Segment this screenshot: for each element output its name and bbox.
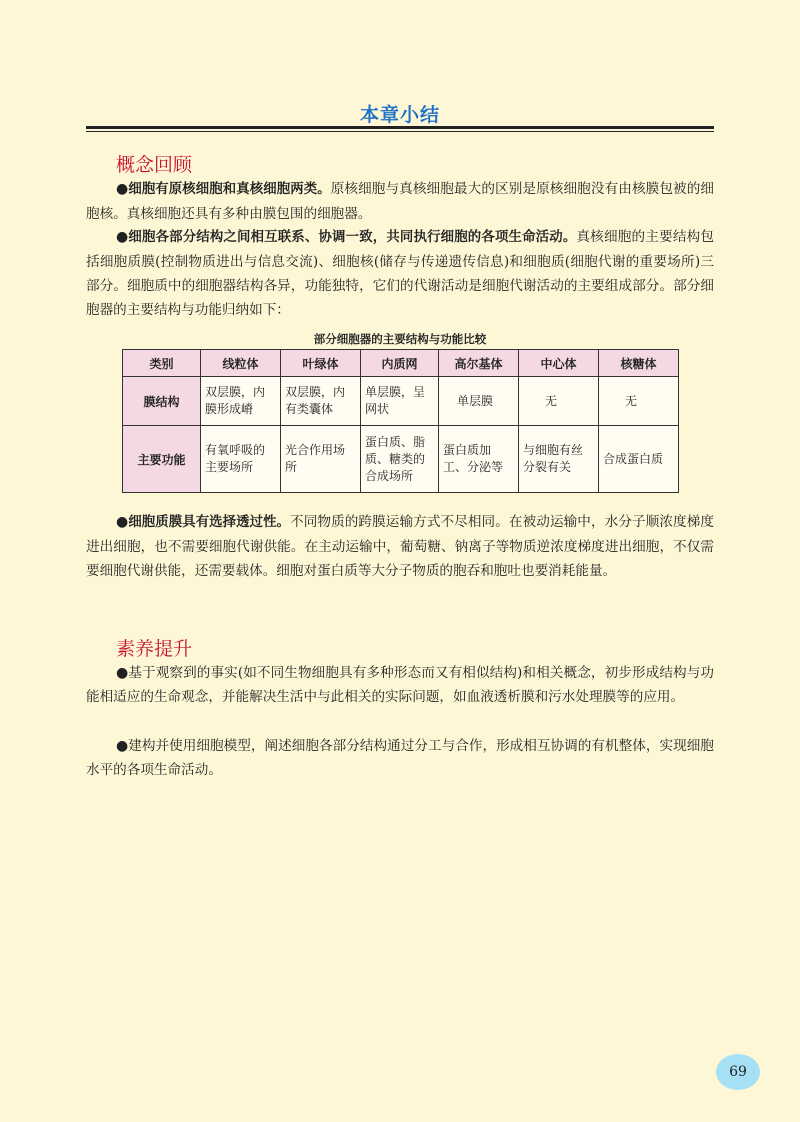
header-chloroplast: 叶绿体: [281, 350, 361, 377]
competency-paragraph-2: [86, 734, 714, 782]
paragraph-lead: 细胞各部分结构之间相互联系、协调一致，共同执行细胞的各项生命活动。: [128, 230, 577, 245]
paragraph-text: 建构并使用细胞模型，阐述细胞各部分结构通过分工与合作，形成相互协调的有机整体，实现细胞水平的各项生命活动。: [86, 738, 714, 778]
header-category: 类别: [123, 350, 201, 377]
section-heading-competency: 素养提升: [116, 638, 193, 660]
bullet-icon: ●: [116, 738, 129, 754]
page-number-badge: 69: [716, 1054, 760, 1090]
chapter-title: 本章小结: [359, 104, 440, 126]
section-heading-concepts: 概念回顾: [116, 154, 193, 176]
bullet-icon: ●: [116, 665, 129, 681]
table-cell: 单层膜，呈网状: [361, 377, 439, 426]
concept-paragraph-1: [86, 177, 714, 226]
paragraph-text: 不同物质的跨膜运输方式不尽相同。在被动运输中，水分子顺浓度梯度进出细胞，也不需要细胞代谢供能。在主动运输中，葡萄糖、钠离子等物质逆浓度梯度进出细胞，不仅需要细胞代谢供能，还需要载体。细胞对蛋白质等大分子物质的胞吞和胞吐也要消耗能量。: [86, 514, 715, 579]
table-cell: 蛋白质加工、分泌等: [439, 426, 519, 493]
bullet-icon: ●: [116, 229, 129, 245]
row-label-function: 主要功能: [123, 426, 201, 493]
table-caption: 部分细胞器的主要结构与功能比较: [313, 332, 487, 346]
header-ribosome: 核糖体: [599, 350, 679, 377]
bullet-icon: ●: [116, 181, 129, 197]
organelle-comparison-table: [122, 349, 679, 493]
paragraph-text: 真核细胞的主要结构包括细胞质膜(控制物质进出与信息交流)、细胞核(储存与传递遗传信息)和细胞质(细胞代谢的重要场所)三部分。细胞质中的细胞器结构各异，功能独特，它们的代谢活动是细胞代谢活动的主要组成部分。部分细胞器的主要结构与功能归纳如下：: [86, 229, 715, 318]
table-header-row: [123, 350, 679, 377]
header-centrosome: 中心体: [519, 350, 599, 377]
concept-paragraph-2: [86, 225, 714, 322]
paragraph-text: 基于观察到的事实(如不同生物细胞具有多种形态而又有相似结构)和相关概念，初步形成结构与功能相适应的生命观念，并能解决生活中与此相关的实际问题，如血液透析膜和污水处理膜等的应用。: [86, 665, 714, 705]
paragraph-lead: 细胞质膜具有选择透过性。: [128, 515, 291, 530]
header-er: 内质网: [361, 350, 439, 377]
table-cell: 蛋白质、脂质、糖类的合成场所: [361, 426, 439, 493]
table-cell: 无: [599, 377, 679, 426]
table-row: [123, 426, 679, 493]
header-golgi: 高尔基体: [439, 350, 519, 377]
table-cell: 有氧呼吸的主要场所: [201, 426, 281, 493]
table-cell: 双层膜，内膜形成嵴: [201, 377, 281, 426]
concept-paragraph-3: [86, 510, 714, 583]
paragraph-text: 原核细胞与真核细胞最大的区别是原核细胞没有由核膜包被的细胞核。真核细胞还具有多种由膜包围的细胞器。: [86, 181, 715, 222]
table-cell: 单层膜: [439, 377, 519, 426]
table-cell: 无: [519, 377, 599, 426]
competency-paragraph-1: [86, 661, 714, 709]
row-label-membrane: 膜结构: [123, 377, 201, 426]
table-cell: 合成蛋白质: [599, 426, 679, 493]
table-cell: 光合作用场所: [281, 426, 361, 493]
table-cell: 与细胞有丝分裂有关: [519, 426, 599, 493]
table-row: [123, 377, 679, 426]
header-mitochondria: 线粒体: [201, 350, 281, 377]
table-cell: 双层膜，内有类囊体: [281, 377, 361, 426]
title-rule-thin: [86, 131, 714, 132]
paragraph-lead: 细胞有原核细胞和真核细胞两类。: [128, 182, 331, 197]
title-rule-thick: [86, 126, 714, 129]
bullet-icon: ●: [116, 514, 129, 530]
